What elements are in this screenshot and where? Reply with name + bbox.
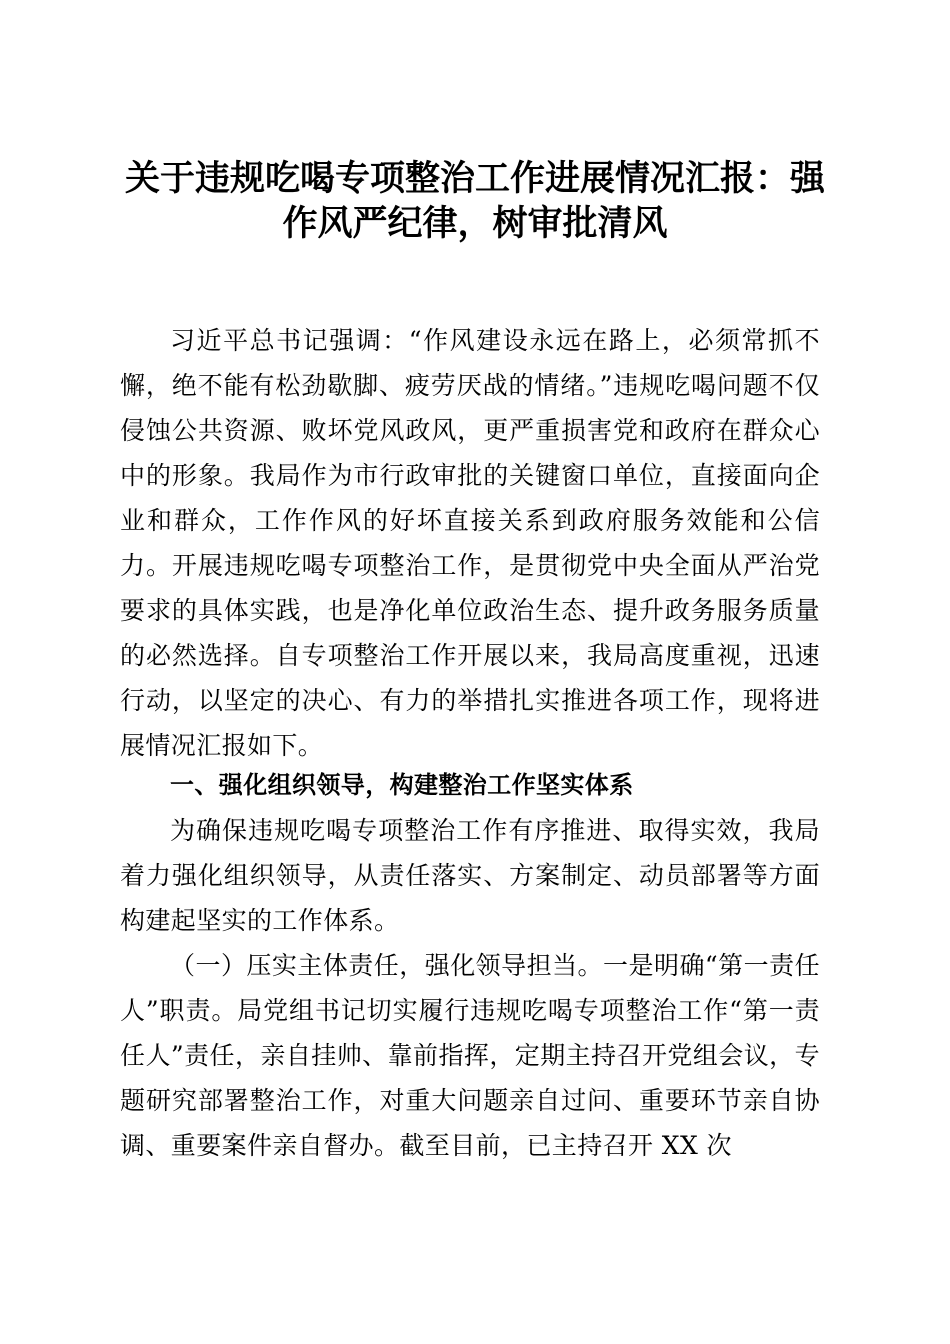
- subsection-lead: （一）压实主体责任，强化领导担当。: [170, 951, 604, 980]
- section-intro-paragraph: 为确保违规吃喝专项整治工作有序推进、取得实效，我局着力强化组织领导，从责任落实、方案制定、动员部署等方面构建起坚实的工作体系。: [120, 816, 820, 935]
- subsection-body: 一是明确“第一责任人”职责。局党组书记切实履行违规吃喝专项整治工作“第一责任人”责任，亲自挂帅、靠前指挥，定期主持召开党组会议，专题研究部署整治工作，对重大问题亲自过问、重要环节亲自协调、重要案件亲自督办。截至目前，已主持召开 XX 次: [120, 951, 820, 1160]
- subsection-paragraph: [120, 943, 820, 1173]
- intro-paragraph: 习近平总书记强调：“作风建设永远在路上，必须常抓不懈，绝不能有松劲歇脚、疲劳厌战的情绪。”违规吃喝问题不仅侵蚀公共资源、败坏党风政风，更严重损害党和政府在群众心中的形象。我局作为市行政审批的关键窗口单位，直接面向企业和群众，工作作风的好坏直接关系到政府服务效能和公信力。开展违规吃喝专项整治工作，是贯彻党中央全面从严治党要求的具体实践，也是净化单位政治生态、提升政务服务质量的必然选择。自专项整治工作开展以来，我局高度重视，迅速行动，以坚定的决心、有力的举措扎实推进各项工作，现将进展情况汇报如下。: [120, 326, 820, 760]
- section-heading: 一、强化组织领导，构建整治工作坚实体系: [170, 771, 634, 799]
- document-title: 关于违规吃喝专项整治工作进展情况汇报：强作风严纪律，树审批清风: [124, 158, 825, 244]
